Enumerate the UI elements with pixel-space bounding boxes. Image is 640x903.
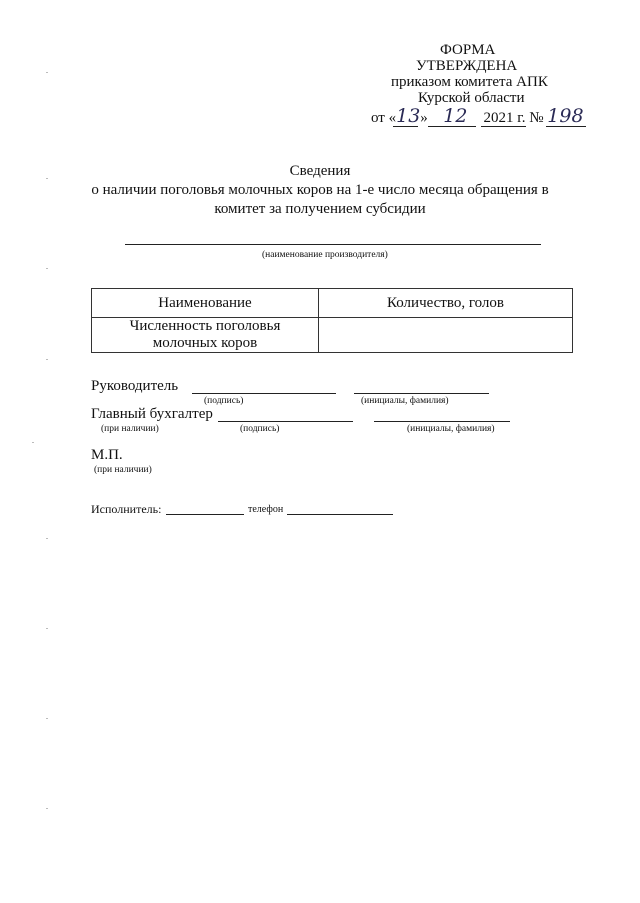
- phone-line: [287, 514, 393, 515]
- scan-mark: [46, 808, 48, 809]
- table-header-row: [92, 289, 573, 318]
- scan-mark: [46, 718, 48, 719]
- accountant-if-any: (при наличии): [101, 424, 159, 434]
- handwritten-month: 12: [443, 105, 468, 127]
- approval-region-line: Курской области: [418, 90, 525, 106]
- title-line-2: о наличии поголовья молочных коров на 1-е число месяца обращения в: [91, 182, 549, 198]
- table-row: [92, 318, 573, 353]
- date-mid: »: [420, 110, 428, 126]
- number-underline: [546, 126, 586, 127]
- document-title: [0, 162, 640, 219]
- handwritten-day: 13: [396, 105, 421, 127]
- title-line-1: Сведения: [289, 163, 351, 179]
- stamp-if-any: (при наличии): [94, 465, 152, 475]
- producer-caption: (наименование производителя): [262, 250, 388, 260]
- scan-mark: [46, 628, 48, 629]
- executor-label: Исполнитель:: [91, 502, 162, 516]
- approval-approved-label: УТВЕРЖДЕНА: [416, 58, 518, 74]
- year-underline: [481, 126, 526, 127]
- scan-mark: [46, 178, 48, 179]
- stamp-label: М.П.: [91, 447, 123, 463]
- head-signature-caption: (подпись): [204, 396, 244, 406]
- month-underline: [428, 126, 476, 127]
- scan-mark: [46, 268, 48, 269]
- scan-mark: [46, 72, 48, 73]
- livestock-table: [91, 288, 573, 353]
- title-line-3: комитет за получением субсидии: [214, 201, 426, 217]
- executor-name-line: [166, 514, 244, 515]
- approval-date-line: [371, 105, 584, 127]
- date-prefix: от «: [371, 110, 397, 126]
- header-name: Наименование: [92, 289, 319, 318]
- day-underline: [393, 126, 418, 127]
- approval-order-line: приказом комитета АПК: [391, 74, 548, 90]
- scan-mark: [46, 359, 48, 360]
- accountant-initials-line: [374, 421, 510, 422]
- accountant-initials-caption: (инициалы, фамилия): [407, 424, 495, 434]
- phone-label: телефон: [248, 504, 284, 515]
- row-name-cell: Численность поголовья молочных коров: [92, 318, 319, 353]
- scan-mark: [32, 442, 34, 443]
- scan-mark: [46, 538, 48, 539]
- accountant-signature-line: [218, 421, 353, 422]
- accountant-label: Главный бухгалтер: [91, 406, 213, 422]
- head-label: Руководитель: [91, 378, 179, 394]
- header-quantity: Количество, голов: [319, 289, 573, 318]
- approval-form-label: ФОРМА: [440, 42, 496, 58]
- head-initials-caption: (инициалы, фамилия): [361, 396, 449, 406]
- head-signature-line: [192, 393, 336, 394]
- handwritten-number: 198: [547, 105, 584, 127]
- row-quantity-cell: [319, 318, 573, 353]
- head-initials-line: [354, 393, 489, 394]
- accountant-signature-caption: (подпись): [240, 424, 280, 434]
- producer-name-line: [125, 244, 541, 245]
- date-year: 2021 г. №: [483, 110, 544, 126]
